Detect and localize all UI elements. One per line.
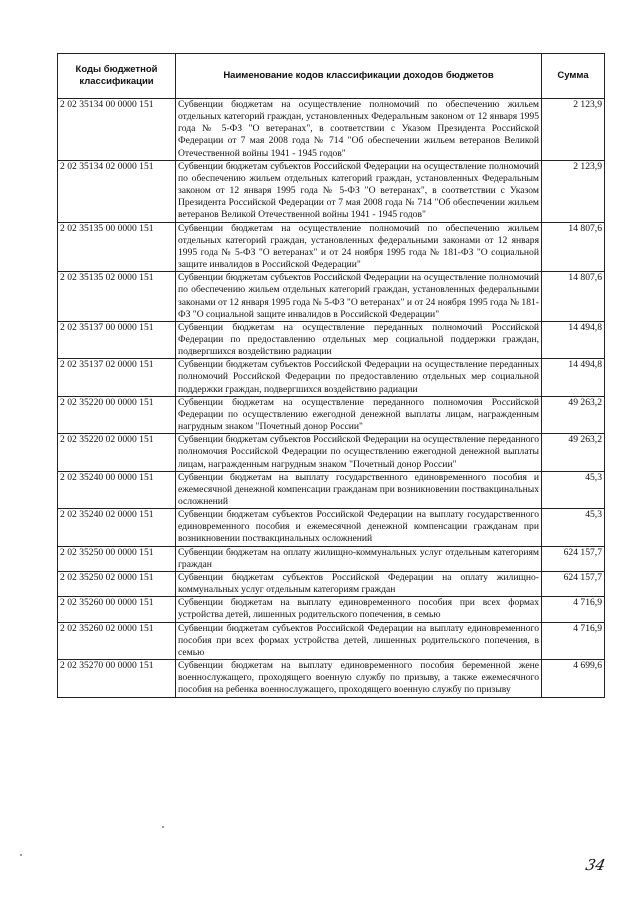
- row-code: 2 02 35135 02 0000 151: [58, 272, 176, 322]
- row-code: 2 02 35220 02 0000 151: [58, 434, 176, 471]
- row-code: 2 02 35135 00 0000 151: [58, 222, 176, 272]
- row-code: 2 02 35250 02 0000 151: [58, 571, 176, 596]
- row-sum: 49 263,2: [542, 396, 605, 433]
- header-sum: Сумма: [542, 54, 605, 99]
- row-code: 2 02 35137 00 0000 151: [58, 321, 176, 358]
- table-row: [58, 99, 605, 161]
- row-code: 2 02 35260 02 0000 151: [58, 622, 176, 659]
- row-code: 2 02 35260 00 0000 151: [58, 597, 176, 622]
- row-name: Субвенции бюджетам на осуществление полномочий по обеспечению жильем отдельных категорий граждан, установленных Федеральным законом от 12 января 1995 года № 5-ФЗ "О ветеранах", в соответствии с Указом Президента Российской Федерации от 7 мая 2008 года № 714 "Об обеспечении жильем ветеранов Великой Отечественной войны 1941 - 1945 годов": [176, 99, 542, 161]
- row-code: 2 02 35134 02 0000 151: [58, 160, 176, 222]
- row-name: Субвенции бюджетам субъектов Российской Федерации на осуществление переданных полномочий Российской Федерации по предоставлению отдельных мер социальной поддержки граждан, подвергшихся воздействию радиации: [176, 359, 542, 396]
- row-sum: 4 716,9: [542, 597, 605, 622]
- row-sum: 14 494,8: [542, 359, 605, 396]
- table-row: [58, 509, 605, 546]
- page-number: 34: [584, 856, 608, 874]
- row-sum: 14 494,8: [542, 321, 605, 358]
- header-code: Коды бюджетной классификации: [58, 54, 176, 99]
- table-row: [58, 321, 605, 358]
- row-code: 2 02 35134 00 0000 151: [58, 99, 176, 161]
- table-row: [58, 597, 605, 622]
- row-sum: 4 699,6: [542, 660, 605, 697]
- table-row: [58, 471, 605, 508]
- row-sum: 2 123,9: [542, 99, 605, 161]
- table-row: [58, 434, 605, 471]
- row-name: Субвенции бюджетам на оплату жилищно-коммунальных услуг отдельным категориям граждан: [176, 546, 542, 571]
- row-name: Субвенции бюджетам субъектов Российской Федерации на выплату единовременного пособия при всех формах устройства детей, лишенных родительского попечения, в семью: [176, 622, 542, 659]
- row-code: 2 02 35240 00 0000 151: [58, 471, 176, 508]
- row-name: Субвенции бюджетам на выплату единовременного пособия при всех формах устройства детей, лишенных родительского попечения, в семью: [176, 597, 542, 622]
- table-row: [58, 396, 605, 433]
- row-name: Субвенции бюджетам субъектов Российской Федерации на оплату жилищно-коммунальных услуг отдельным категориям граждан: [176, 571, 542, 596]
- table-row: [58, 222, 605, 272]
- row-name: Субвенции бюджетам на осуществление полномочий по обеспечению жильем отдельных категорий граждан, установленных федеральными законами от 12 января 1995 года № 5-ФЗ "О ветеранах" и от 24 ноября 1995 года № 181-ФЗ "О социальной защите инвалидов в Российской Федерации": [176, 222, 542, 272]
- row-code: 2 02 35250 00 0000 151: [58, 546, 176, 571]
- table-header-row: [58, 54, 605, 99]
- row-sum: 45,3: [542, 471, 605, 508]
- row-code: 2 02 35240 02 0000 151: [58, 509, 176, 546]
- budget-classification-table: [57, 53, 605, 698]
- row-name: Субвенции бюджетам субъектов Российской Федерации на осуществление полномочий по обеспечению жильем отдельных категорий граждан, установленных Федеральным законом от 12 января 1995 года № 5-ФЗ "О ветеранах", в соответствии с Указом Президента Российской Федерации от 7 мая 2008 года № 714 "Об обеспечении жильем ветеранов Великой Отечественной войны 1941 - 1945 годов": [176, 160, 542, 222]
- table-row: [58, 359, 605, 396]
- row-sum: 4 716,9: [542, 622, 605, 659]
- row-sum: 45,3: [542, 509, 605, 546]
- row-name: Субвенции бюджетам на выплату единовременного пособия беременной жене военнослужащего, проходящего военную службу по призыву, а также ежемесячного пособия на ребенка военнослужащего, проходящего военную службу по призыву: [176, 660, 542, 697]
- table-row: [58, 622, 605, 659]
- table-row: [58, 272, 605, 322]
- row-name: Субвенции бюджетам на осуществление переданного полномочия Российской Федерации по осуществлению ежегодной денежной выплаты лицам, награжденным нагрудным знаком "Почетный донор России": [176, 396, 542, 433]
- row-code: 2 02 35220 00 0000 151: [58, 396, 176, 433]
- row-sum: 2 123,9: [542, 160, 605, 222]
- row-code: 2 02 35137 02 0000 151: [58, 359, 176, 396]
- table-row: [58, 546, 605, 571]
- row-code: 2 02 35270 00 0000 151: [58, 660, 176, 697]
- table-row: [58, 660, 605, 697]
- row-name: Субвенции бюджетам субъектов Российской Федерации на осуществление переданного полномочия Российской Федерации по осуществлению ежегодной денежной выплаты лицам, награжденным нагрудным знаком "Почетный донор России": [176, 434, 542, 471]
- header-name: Наименование кодов классификации доходов бюджетов: [176, 54, 542, 99]
- row-sum: 14 807,6: [542, 272, 605, 322]
- row-name: Субвенции бюджетам субъектов Российской Федерации на выплату государственного единовременного пособия и ежемесячной денежной компенсации гражданам при возникновении поствакцинальных осложнений: [176, 509, 542, 546]
- row-name: Субвенции бюджетам на осуществление переданных полномочий Российской Федерации по предоставлению отдельных мер социальной поддержки граждан, подвергшихся воздействию радиации: [176, 321, 542, 358]
- table-row: [58, 571, 605, 596]
- row-sum: 14 807,6: [542, 222, 605, 272]
- row-sum: 624 157,7: [542, 571, 605, 596]
- row-sum: 624 157,7: [542, 546, 605, 571]
- row-sum: 49 263,2: [542, 434, 605, 471]
- row-name: Субвенции бюджетам на выплату государственного единовременного пособия и ежемесячной денежной компенсации гражданам при возникновении поствакцинальных осложнений: [176, 471, 542, 508]
- row-name: Субвенции бюджетам субъектов Российской Федерации на осуществление полномочий по обеспечению жильем отдельных категорий граждан, установленных федеральными законами от 12 января 1995 года № 5-ФЗ "О ветеранах" и от 24 ноября 1995 года № 181-ФЗ "О социальной защите инвалидов в Российской Федерации": [176, 272, 542, 322]
- table-row: [58, 160, 605, 222]
- scan-speck: [162, 826, 164, 828]
- scan-speck: [20, 854, 22, 856]
